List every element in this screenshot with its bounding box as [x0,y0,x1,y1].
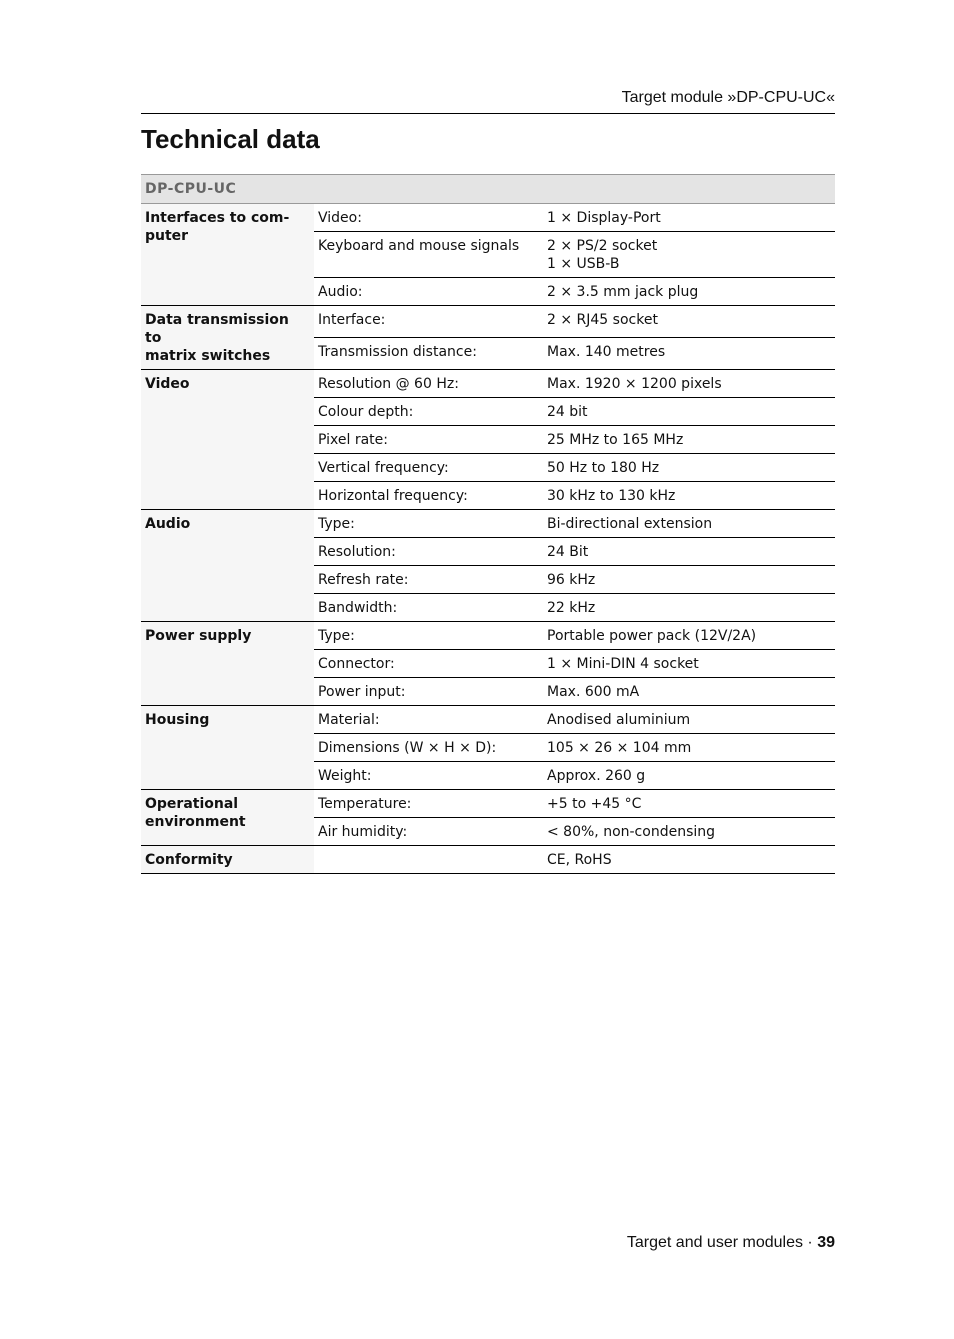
spec-label: Bandwidth: [314,594,543,622]
spec-label: Material: [314,706,543,734]
spec-label: Keyboard and mouse signals [314,232,543,278]
spec-label: Type: [314,510,543,538]
spec-value: 24 bit [543,398,835,426]
spec-label: Horizontal frequency: [314,482,543,510]
spec-value: Bi-directional extension [543,510,835,538]
spec-label: Air humidity: [314,818,543,846]
spec-value: 24 Bit [543,538,835,566]
header-rule [141,113,835,114]
spec-value: 50 Hz to 180 Hz [543,454,835,482]
model-name: DP-CPU-UC [141,175,835,204]
footer-text: Target and user modules · [626,1234,818,1251]
page-footer [627,1234,835,1252]
spec-table-header [141,175,835,204]
spec-value: Anodised aluminium [543,706,835,734]
table-row [141,510,835,538]
spec-label: Transmission distance: [314,338,543,370]
group-name: Conformity [141,846,314,874]
spec-label: Audio: [314,278,543,306]
group-name: Video [141,370,314,510]
group-name: Data transmission to matrix switches [141,306,314,370]
spec-label: Resolution @ 60 Hz: [314,370,543,398]
page-title: Technical data [141,124,320,154]
group-name: Audio [141,510,314,622]
spec-value: < 80%, non-condensing [543,818,835,846]
spec-value: 2 × PS/2 socket 1 × USB-B [543,232,835,278]
spec-value: CE, RoHS [543,846,835,874]
spec-value: 2 × 3.5 mm jack plug [543,278,835,306]
table-row [141,706,835,734]
spec-label: Connector: [314,650,543,678]
spec-value: 30 kHz to 130 kHz [543,482,835,510]
spec-value: 96 kHz [543,566,835,594]
spec-value: +5 to +45 °C [543,790,835,818]
spec-value: 25 MHz to 165 MHz [543,426,835,454]
group-name: Operational environment [141,790,314,846]
spec-value: 2 × RJ45 socket [543,306,835,338]
spec-label: Interface: [314,306,543,338]
table-row [141,370,835,398]
table-row [141,622,835,650]
spec-value: Max. 1920 × 1200 pixels [543,370,835,398]
running-header: Target module »DP-CPU-UC« [621,89,835,106]
spec-label: Dimensions (W × H × D): [314,734,543,762]
spec-value: Portable power pack (12V/2A) [543,622,835,650]
spec-label: Resolution: [314,538,543,566]
spec-value: 105 × 26 × 104 mm [543,734,835,762]
spec-label: Colour depth: [314,398,543,426]
group-name: Interfaces to com- puter [141,204,314,306]
table-row [141,306,835,338]
table-row [141,790,835,818]
spec-label: Vertical frequency: [314,454,543,482]
group-name: Power supply [141,622,314,706]
group-name: Housing [141,706,314,790]
spec-label: Power input: [314,678,543,706]
spec-label: Pixel rate: [314,426,543,454]
page-number: 39 [817,1234,835,1251]
spec-label: Video: [314,204,543,232]
spec-label: Refresh rate: [314,566,543,594]
table-row [141,846,835,874]
spec-value: 1 × Mini-DIN 4 socket [543,650,835,678]
spec-value: Max. 600 mA [543,678,835,706]
spec-value: Max. 140 metres [543,338,835,370]
spec-label: Temperature: [314,790,543,818]
spec-label: Type: [314,622,543,650]
spec-value: 22 kHz [543,594,835,622]
spec-value: Approx. 260 g [543,762,835,790]
table-row [141,204,835,232]
spec-table-body [141,204,835,874]
spec-label [314,846,543,874]
spec-table [141,174,835,874]
spec-label: Weight: [314,762,543,790]
spec-value: 1 × Display-Port [543,204,835,232]
